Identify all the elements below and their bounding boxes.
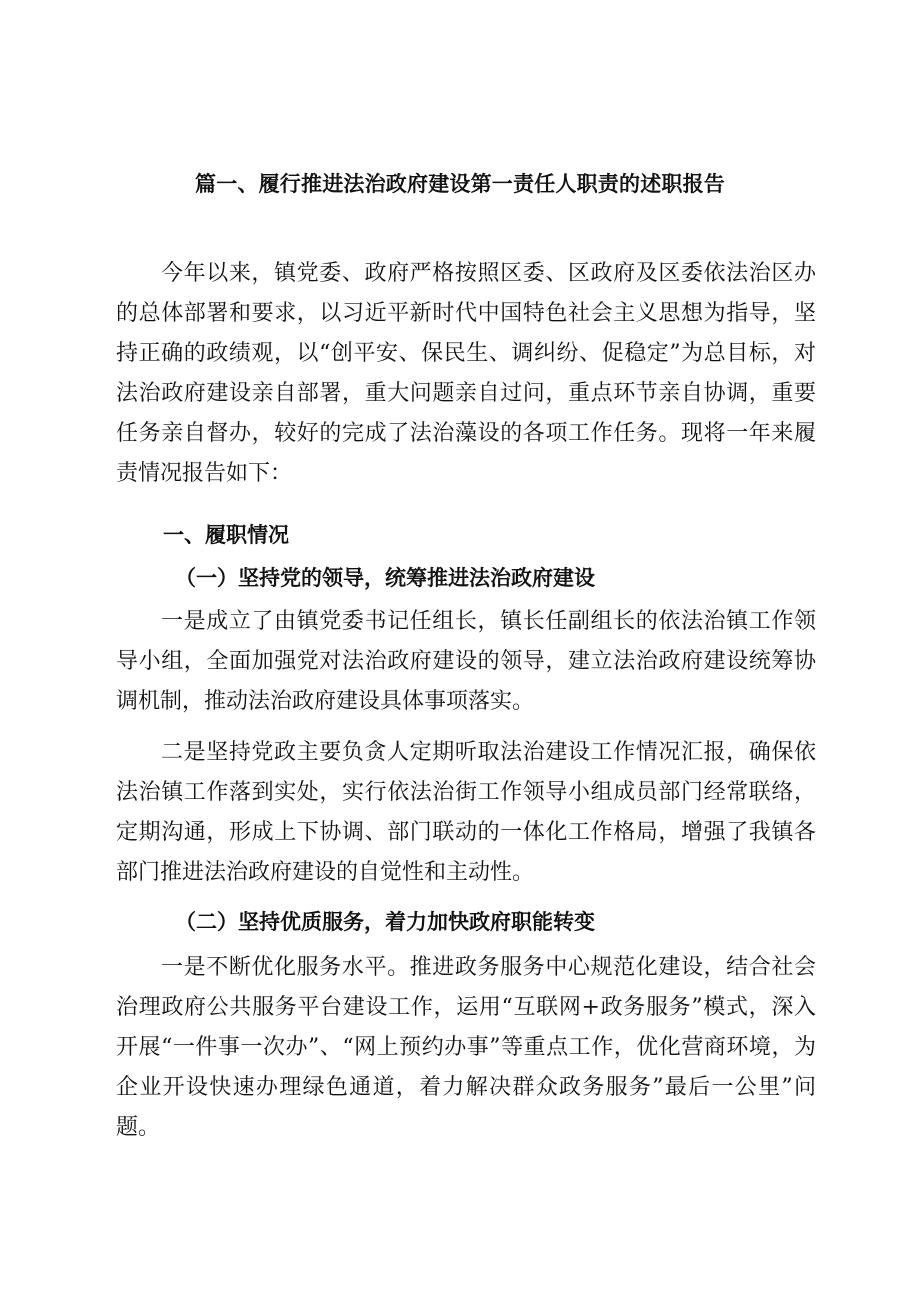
subsection-heading-1: （一）坚持党的领导，统筹推进法治政府建设	[175, 565, 595, 590]
section-heading-1: 一、履职情况	[163, 523, 289, 547]
paragraph-2-1: 一是不断优化服务水平。推进政务服务中心规范化建设，结合社会治理政府公共服务平台建设工作，运用“互联网+政务服务”模式，深入开展“一件事一次办”、“网上预约办事”等重点工作，优化营商环境，为企业开设快速办理绿色通道，着力解决群众政务服务”最后一公里”问题。	[116, 955, 816, 1140]
paragraph-1-1: 一是成立了由镇党委书记任组长，镇长任副组长的依法治镇工作领导小组，全面加强党对法治政府建设的领导，建立法治政府建设统筹协调机制，推动法治政府建设具体事项落实。	[116, 609, 816, 714]
document-title: 篇一、履行推进法治政府建设第一责任人职责的述职报告	[195, 172, 725, 196]
subsection-heading-2: （二）坚持优质服务，着力加快政府职能转变	[175, 909, 595, 934]
paragraph-1-2: 二是坚持党政主要负贪人定期听取法治建设工作情况汇报，确保依法治镇工作落到实处，实行依法治街工作领导小组成员部门经常联络，定期沟通，形成上下协调、部门联动的一体化工作格局，增强了我镇各部门推进法治政府建设的自觉性和主动性。	[116, 740, 816, 885]
intro-paragraph: 今年以来，镇党委、政府严格按照区委、区政府及区委依法治区办的总体部署和要求，以习近平新时代中国特色社会主义思想为指导，坚持正确的政绩观，以“创平安、保民生、调纠纷、促稳定”为总目标，对法治政府建设亲自部署，重大问题亲自过问，重点环节亲自协调，重要任务亲自督办，较好的完成了法治藻设的各项工作任务。现将一年来履责情况报告如下：	[116, 261, 816, 486]
